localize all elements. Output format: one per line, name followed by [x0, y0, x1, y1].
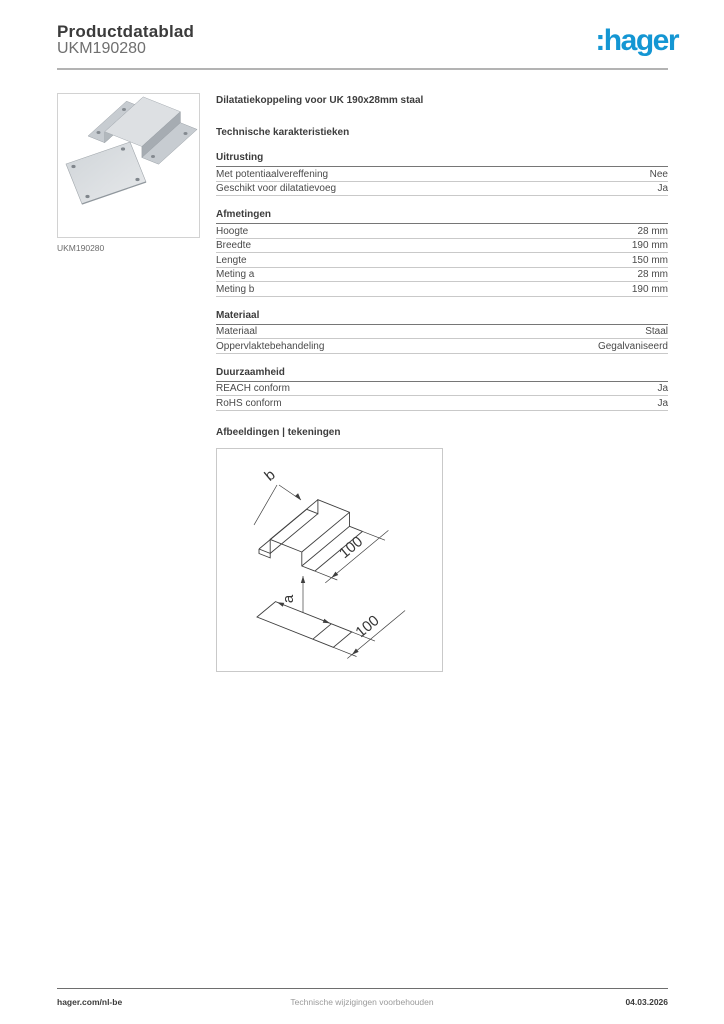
- spec-row: [216, 268, 668, 283]
- spec-label: Meting b: [216, 283, 255, 295]
- product-name: Dilatatiekoppeling voor UK 190x28mm staal: [216, 95, 424, 106]
- spec-value: Ja: [657, 383, 668, 394]
- spec-label: Hoogte: [216, 225, 249, 237]
- spec-label: Meting a: [216, 269, 255, 280]
- spec-label: Oppervlaktebehandeling: [216, 340, 325, 352]
- product-image-caption: UKM190280: [57, 243, 105, 253]
- spec-column: [216, 92, 668, 672]
- spec-row: [216, 167, 668, 182]
- spec-row: [216, 396, 668, 411]
- page-title: Productdatablad: [57, 22, 195, 41]
- spec-value: Staal: [645, 326, 668, 337]
- spec-label: Geschikt voor dilatatievoeg: [216, 183, 337, 194]
- hager-logo: :hager: [595, 24, 678, 57]
- spec-label: RoHS conform: [216, 397, 282, 409]
- spec-sections: [216, 152, 668, 411]
- footer-divider: [57, 988, 668, 989]
- spec-row: [216, 239, 668, 254]
- spec-value: 28 mm: [637, 225, 668, 237]
- spec-value: 190 mm: [631, 240, 668, 251]
- spec-label: Met potentiaalvereffening: [216, 168, 329, 180]
- product-photo-graphic: [58, 94, 199, 237]
- spec-label: Lengte: [216, 254, 247, 266]
- spec-row: [216, 282, 668, 297]
- spec-label: REACH conform: [216, 383, 290, 394]
- spec-section-title: Materiaal: [216, 310, 668, 325]
- spec-value: Nee: [649, 168, 668, 180]
- spec-value: Gegalvaniseerd: [597, 340, 668, 352]
- images-heading: Afbeeldingen | tekeningen: [216, 426, 341, 438]
- product-image: [57, 93, 200, 238]
- product-image-column: [57, 93, 200, 253]
- dim-label-b: b: [261, 465, 279, 485]
- footer-date: 04.03.2026: [625, 997, 668, 1007]
- dim-label-100-top: 100: [336, 532, 367, 562]
- product-code: UKM190280: [57, 40, 146, 57]
- spec-row: [216, 325, 668, 340]
- spec-section: [216, 367, 668, 411]
- spec-row: [216, 382, 668, 397]
- header-divider: [57, 68, 668, 70]
- spec-section: [216, 310, 668, 354]
- footer-website-link[interactable]: hager.com/nl-be: [57, 997, 123, 1007]
- spec-row: [216, 224, 668, 239]
- spec-section-title: Uitrusting: [216, 152, 668, 167]
- spec-row: [216, 253, 668, 268]
- dim-label-100-bottom: 100: [352, 611, 383, 641]
- spec-row: [216, 339, 668, 354]
- spec-value: 190 mm: [631, 283, 668, 295]
- spec-section: [216, 152, 668, 196]
- footer-disclaimer: Technische wijzigingen voorbehouden: [290, 997, 434, 1007]
- spec-label: Breedte: [216, 240, 252, 251]
- spec-section-title: Duurzaamheid: [216, 367, 668, 382]
- dim-label-a: a: [280, 594, 297, 603]
- spec-value: Ja: [657, 397, 668, 409]
- technical-heading: Technische karakteristieken: [216, 127, 350, 138]
- spec-value: 28 mm: [637, 269, 668, 280]
- spec-row: [216, 182, 668, 197]
- technical-drawing: [216, 448, 443, 672]
- spec-label: Materiaal: [216, 326, 258, 337]
- dimension-drawing-graphic: [217, 449, 442, 671]
- spec-section-title: Afmetingen: [216, 209, 668, 224]
- spec-value: Ja: [657, 183, 668, 194]
- spec-section: [216, 209, 668, 297]
- spec-value: 150 mm: [631, 254, 668, 266]
